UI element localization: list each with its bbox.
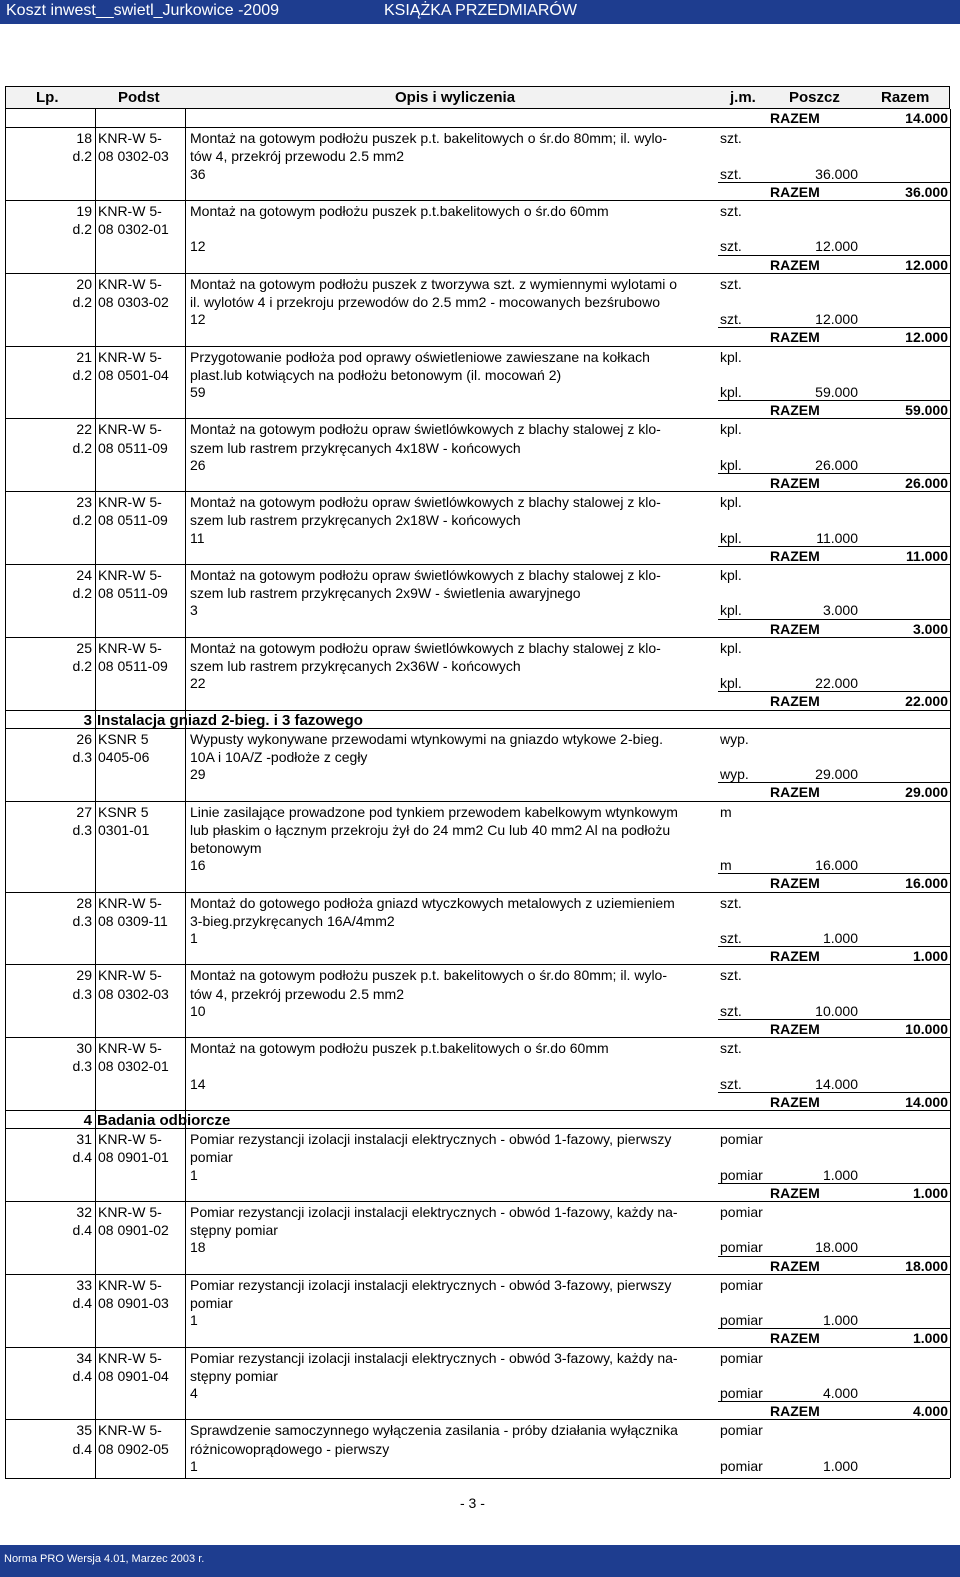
quantity-value: 29.000 <box>815 766 858 783</box>
quantity-value: 4.000 <box>822 1385 858 1401</box>
norm-code-2: 08 0511-09 <box>98 512 168 529</box>
unit: pomiar <box>720 1349 763 1366</box>
quantity-formula: 29 <box>190 766 206 783</box>
razem-value: 22.000 <box>905 693 948 710</box>
quantity-formula: 22 <box>190 675 206 692</box>
row-divider <box>718 1328 950 1329</box>
norm-code: KNR-W 5- <box>98 1422 162 1439</box>
column-divider <box>95 109 96 1478</box>
razem-value: 1.000 <box>912 948 948 965</box>
row-divider <box>718 327 950 328</box>
quantity-unit: szt. <box>720 1075 742 1092</box>
razem-value: 4.000 <box>912 1403 948 1420</box>
item-section: d.2 <box>72 294 92 310</box>
column-divider <box>950 109 951 1478</box>
row-divider <box>5 273 950 274</box>
item-section: d.2 <box>72 439 92 456</box>
razem-value: 16.000 <box>905 875 948 892</box>
description-line: Pomiar rezystancji izolacji instalacji elektrycznych - obwód 3-fazowy, każdy na- <box>190 1349 678 1366</box>
row-divider <box>5 1037 950 1038</box>
description-line: Przygotowanie podłoża pod oprawy oświetleniowe zawieszane na kołkach <box>190 348 650 365</box>
item-section: d.4 <box>72 1440 92 1457</box>
razem-label: RAZEM <box>770 1330 820 1347</box>
razem-label: RAZEM <box>770 620 820 637</box>
quantity-formula: 10 <box>190 1002 206 1019</box>
norm-code: KSNR 5 <box>98 730 149 747</box>
item-number: 23 <box>76 494 92 511</box>
unit: szt. <box>720 894 742 911</box>
quantity-formula: 26 <box>190 456 206 473</box>
item-number: 20 <box>76 275 92 292</box>
row-divider <box>5 637 950 638</box>
quantity-value: 22.000 <box>815 675 858 692</box>
norm-code-2: 08 0902-05 <box>98 1440 169 1457</box>
unit: szt. <box>720 1040 742 1057</box>
unit: kpl. <box>720 567 742 583</box>
row-divider <box>718 546 950 547</box>
norm-code-2: 08 0302-01 <box>98 1058 169 1075</box>
description-line: pomiar <box>190 1295 233 1311</box>
description-line: stępny pomiar <box>190 1222 278 1239</box>
row-divider <box>5 801 950 802</box>
description-line: różnicowoprądowego - pierwszy <box>190 1440 390 1457</box>
norm-code-2: 08 0901-04 <box>98 1367 169 1384</box>
razem-value: 59.000 <box>905 402 948 419</box>
razem-label: RAZEM <box>770 784 820 801</box>
item-section: d.2 <box>72 221 92 238</box>
norm-code: KNR-W 5- <box>98 348 162 365</box>
row-divider <box>5 1478 950 1479</box>
norm-code-2: 08 0303-02 <box>98 294 169 310</box>
description-line: Pomiar rezystancji izolacji instalacji elektrycznych - obwód 1-fazowy, każdy na- <box>190 1204 678 1220</box>
item-section: d.2 <box>72 658 92 674</box>
item-section: d.3 <box>72 1058 92 1075</box>
row-divider <box>5 564 950 565</box>
row-divider <box>718 1256 950 1257</box>
item-number: 18 <box>76 130 92 147</box>
quantity-unit: szt. <box>720 311 742 328</box>
unit: szt. <box>720 275 742 292</box>
description-line: betonowym <box>190 840 262 856</box>
row-divider <box>718 873 950 874</box>
description-line: Linie zasilające prowadzone pod tynkiem przewodem kabelkowym wtynkowym <box>190 803 678 820</box>
quantity-unit: kpl. <box>720 602 742 619</box>
description-line: Montaż na gotowym podłożu puszek p.t. bakelitowych o śr.do 80mm; il. wylo- <box>190 967 667 984</box>
description-line: Montaż na gotowym podłożu puszek p.t.bakelitowych o śr.do 60mm <box>190 203 609 219</box>
item-section: d.4 <box>72 1367 92 1384</box>
norm-code-2: 08 0901-02 <box>98 1222 169 1239</box>
quantity-formula: 36 <box>190 165 206 182</box>
item-section: d.4 <box>72 1222 92 1239</box>
row-divider <box>718 1401 950 1402</box>
description-line: Montaż na gotowym podłożu opraw świetlówkowych z blachy stalowej z klo- <box>190 421 661 438</box>
unit: pomiar <box>720 1131 763 1148</box>
row-divider <box>5 710 950 711</box>
unit: m <box>720 803 732 820</box>
norm-code-2: 08 0511-09 <box>98 658 168 674</box>
description-line: Sprawdzenie samoczynnego wyłączenia zasilania - próby działania wyłącznika <box>190 1422 678 1439</box>
description-line: 10A i 10A/Z -podłoże z cegły <box>190 749 368 765</box>
norm-code-2: 0301-01 <box>98 821 150 838</box>
row-divider <box>5 127 950 128</box>
razem-value: 18.000 <box>905 1257 948 1274</box>
quantity-value: 1.000 <box>822 930 858 946</box>
norm-code: KNR-W 5- <box>98 130 162 147</box>
quantity-formula: 12 <box>190 311 206 328</box>
description-line: Montaż na gotowym podłożu opraw świetlówkowych z blachy stalowej z klo- <box>190 567 661 583</box>
quantity-unit: szt. <box>720 165 742 182</box>
unit: szt. <box>720 203 742 219</box>
description-line: Wypusty wykonywane przewodami wtynkowymi na gniazdo wtykowe 2-bieg. <box>190 730 663 747</box>
row-divider <box>5 1347 950 1348</box>
quantity-value: 1.000 <box>822 1312 858 1329</box>
row-divider <box>5 892 950 893</box>
description-line: szem lub rastrem przykręcanych 2x36W - końcowych <box>190 658 521 674</box>
razem-value: 29.000 <box>905 784 948 801</box>
quantity-unit: kpl. <box>720 529 742 546</box>
item-number: 35 <box>76 1422 92 1439</box>
norm-code: KNR-W 5- <box>98 1276 162 1293</box>
razem-label: RAZEM <box>770 1403 820 1420</box>
row-divider <box>5 964 950 965</box>
norm-code: KNR-W 5- <box>98 1131 162 1148</box>
unit: wyp. <box>720 730 749 747</box>
quantity-unit: szt. <box>720 930 742 946</box>
quantity-value: 36.000 <box>815 165 858 182</box>
quantity-formula: 14 <box>190 1075 206 1092</box>
description-line: pomiar <box>190 1149 233 1166</box>
norm-code-2: 08 0901-01 <box>98 1149 169 1166</box>
quantity-formula: 4 <box>190 1385 198 1401</box>
row-divider <box>5 1128 950 1129</box>
quantity-value: 12.000 <box>815 238 858 255</box>
description-line: plast.lub kotwiących na podłożu betonowym (il. mocowań 2) <box>190 366 562 383</box>
description-line: szem lub rastrem przykręcanych 2x18W - końcowych <box>190 512 521 529</box>
unit: szt. <box>720 130 742 147</box>
quantity-value: 59.000 <box>815 384 858 400</box>
item-number: 29 <box>76 967 92 984</box>
header-lp: Lp. <box>36 89 59 106</box>
razem-value: 1.000 <box>912 1184 948 1201</box>
unit: pomiar <box>720 1422 763 1439</box>
description-line: Pomiar rezystancji izolacji instalacji elektrycznych - obwód 3-fazowy, pierwszy <box>190 1276 672 1293</box>
razem-label: RAZEM <box>770 402 820 419</box>
table-header <box>5 86 950 109</box>
quantity-unit: kpl. <box>720 675 742 692</box>
description-line: Montaż na gotowym podłożu puszek p.t. bakelitowych o śr.do 80mm; il. wylo- <box>190 130 667 147</box>
row-divider <box>718 619 950 620</box>
row-divider <box>718 182 950 183</box>
norm-code-2: 08 0901-03 <box>98 1295 169 1311</box>
norm-code-2: 08 0511-09 <box>98 439 168 456</box>
footer-bar <box>0 1545 960 1577</box>
quantity-formula: 16 <box>190 857 206 874</box>
row-divider <box>5 728 950 729</box>
description-line: szem lub rastrem przykręcanych 2x9W - świetlenia awaryjnego <box>190 585 581 602</box>
razem-label: RAZEM <box>770 329 820 346</box>
razem-value: 10.000 <box>905 1021 948 1037</box>
quantity-formula: 3 <box>190 602 198 619</box>
section-title: Badania odbiorcze <box>97 1112 231 1129</box>
description-line: szem lub rastrem przykręcanych 4x18W - końcowych <box>190 439 521 456</box>
quantity-formula: 18 <box>190 1239 206 1256</box>
razem-value: 11.000 <box>905 547 948 564</box>
row-divider <box>718 473 950 474</box>
section-title: Instalacja gniazd 2-bieg. i 3 fazowego <box>97 711 363 729</box>
item-number: 27 <box>76 803 92 820</box>
item-section: d.2 <box>72 366 92 383</box>
quantity-value: 1.000 <box>822 1166 858 1183</box>
description-line: il. wylotów 4 i przekroju przewodów do 2.5 mm2 - mocowanych bezśrubowo <box>190 294 660 310</box>
quantity-unit: wyp. <box>720 766 749 783</box>
row-divider <box>718 1019 950 1020</box>
quantity-formula: 12 <box>190 238 206 255</box>
row-divider <box>718 1092 950 1093</box>
norm-code: KNR-W 5- <box>98 1040 162 1057</box>
item-number: 34 <box>76 1349 92 1366</box>
quantity-formula: 1 <box>190 930 198 946</box>
header-razem: Razem <box>881 89 930 106</box>
unit: kpl. <box>720 639 742 656</box>
razem-label: RAZEM <box>770 948 820 965</box>
row-divider <box>5 1419 950 1420</box>
item-section: d.4 <box>72 1149 92 1166</box>
razem-value: 14.000 <box>905 1093 948 1110</box>
description-line: tów 4, przekrój przewodu 2.5 mm2 <box>190 985 404 1002</box>
quantity-unit: szt. <box>720 1002 742 1019</box>
row-divider <box>5 1201 950 1202</box>
quantity-unit: m <box>720 857 732 874</box>
norm-code: KNR-W 5- <box>98 567 162 583</box>
header-poszcz: Poszcz <box>789 89 840 106</box>
item-number: 19 <box>76 203 92 219</box>
item-number: 22 <box>76 421 92 438</box>
header-opis: Opis i wyliczenia <box>395 89 516 106</box>
quantity-formula: 1 <box>190 1457 198 1474</box>
column-divider <box>185 109 186 1478</box>
item-section: d.2 <box>72 148 92 165</box>
quantity-value: 3.000 <box>822 602 858 619</box>
razem-label: RAZEM <box>770 256 820 273</box>
unit: kpl. <box>720 494 742 511</box>
row-divider <box>718 691 950 692</box>
header-jm: j.m. <box>730 89 756 106</box>
quantity-value: 11.000 <box>816 529 858 546</box>
norm-code-2: 08 0511-09 <box>98 585 168 602</box>
item-number: 31 <box>76 1131 92 1148</box>
norm-code: KNR-W 5- <box>98 967 162 984</box>
norm-code: KNR-W 5- <box>98 494 162 511</box>
row-divider <box>5 346 950 347</box>
norm-code: KSNR 5 <box>98 803 149 820</box>
quantity-unit: kpl. <box>720 456 742 473</box>
row-divider <box>718 946 950 947</box>
norm-code: KNR-W 5- <box>98 203 162 219</box>
page-number: - 3 - <box>460 1495 485 1511</box>
row-divider <box>718 255 950 256</box>
razem-value: 1.000 <box>912 1330 948 1347</box>
column-divider <box>5 109 6 1478</box>
description-line: Montaż na gotowym podłożu opraw świetlówkowych z blachy stalowej z klo- <box>190 494 661 511</box>
quantity-unit: pomiar <box>720 1312 763 1329</box>
quantity-unit: szt. <box>720 238 742 255</box>
norm-code-2: 08 0302-03 <box>98 985 169 1002</box>
quantity-formula: 1 <box>190 1166 198 1183</box>
norm-code-2: 08 0309-11 <box>98 912 168 929</box>
description-line: Pomiar rezystancji izolacji instalacji elektrycznych - obwód 1-fazowy, pierwszy <box>190 1131 672 1148</box>
section-number: 3 <box>83 711 92 729</box>
quantity-value: 14.000 <box>815 1075 858 1092</box>
unit: kpl. <box>720 421 742 438</box>
row-divider <box>5 1274 950 1275</box>
razem-label: RAZEM <box>770 475 820 491</box>
row-divider <box>718 782 950 783</box>
razem-label: RAZEM <box>770 183 820 200</box>
footer-text: Norma PRO Wersja 4.01, Marzec 2003 r. <box>4 1553 205 1565</box>
razem-value: 36.000 <box>905 183 948 200</box>
item-section: d.3 <box>72 985 92 1002</box>
item-section: d.4 <box>72 1295 92 1311</box>
quantity-formula: 59 <box>190 384 206 400</box>
title-bar <box>0 0 960 24</box>
quantity-value: 10.000 <box>815 1002 858 1019</box>
row-divider <box>5 1110 950 1111</box>
document-heading: KSIĄŻKA PRZEDMIARÓW <box>384 2 577 19</box>
row-divider <box>5 200 950 201</box>
item-section: d.3 <box>72 749 92 765</box>
quantity-value: 1.000 <box>822 1457 858 1474</box>
description-line: Montaż na gotowym podłożu puszek z tworzywa szt. z wymiennymi wylotami o <box>190 275 678 292</box>
description-line: lub płaskim o łącznym przekroju żył do 24 mm2 Cu lub 40 mm2 Al na podłożu <box>190 821 671 838</box>
unit: kpl. <box>720 348 742 365</box>
item-number: 33 <box>76 1276 92 1293</box>
quantity-value: 16.000 <box>815 857 858 874</box>
description-line: Montaż na gotowym podłożu puszek p.t.bakelitowych o śr.do 60mm <box>190 1040 609 1057</box>
quantity-unit: pomiar <box>720 1457 763 1474</box>
item-number: 25 <box>76 639 92 656</box>
description-line: Montaż na gotowym podłożu opraw świetlówkowych z blachy stalowej z klo- <box>190 639 661 656</box>
quantity-formula: 11 <box>190 529 205 546</box>
section-number: 4 <box>83 1112 92 1129</box>
description-line: 3-bieg.przykręcanych 16A/4mm2 <box>190 912 395 929</box>
norm-code-2: 08 0302-01 <box>98 221 169 238</box>
razem-label: RAZEM <box>770 1184 820 1201</box>
norm-code: KNR-W 5- <box>98 1349 162 1366</box>
item-number: 24 <box>76 567 92 583</box>
razem-value: 12.000 <box>905 256 948 273</box>
unit: pomiar <box>720 1204 763 1220</box>
item-section: d.3 <box>72 821 92 838</box>
norm-code: KNR-W 5- <box>98 894 162 911</box>
norm-code: KNR-W 5- <box>98 639 162 656</box>
razem-value: 14.000 <box>905 110 948 126</box>
quantity-unit: pomiar <box>720 1385 763 1401</box>
item-section: d.2 <box>72 585 92 602</box>
norm-code: KNR-W 5- <box>98 421 162 438</box>
quantity-value: 12.000 <box>815 311 858 328</box>
quantity-value: 18.000 <box>815 1239 858 1256</box>
razem-value: 3.000 <box>912 620 948 637</box>
document-title: Koszt inwest__swietl_Jurkowice -2009 <box>6 2 280 19</box>
row-divider <box>718 400 950 401</box>
quantity-formula: 1 <box>190 1312 198 1329</box>
row-divider <box>718 1183 950 1184</box>
razem-value: 26.000 <box>905 475 948 491</box>
description-line: Montaż do gotowego podłoża gniazd wtyczkowych metalowych z uziemieniem <box>190 894 675 911</box>
quantity-unit: kpl. <box>720 384 742 400</box>
row-divider <box>5 491 950 492</box>
item-section: d.2 <box>72 512 92 529</box>
razem-label: RAZEM <box>770 1021 820 1037</box>
norm-code-2: 0405-06 <box>98 749 150 765</box>
razem-label: RAZEM <box>770 875 820 892</box>
norm-code-2: 08 0501-04 <box>98 366 169 383</box>
unit: szt. <box>720 967 742 984</box>
item-number: 28 <box>76 894 92 911</box>
norm-code-2: 08 0302-03 <box>98 148 169 165</box>
razem-label: RAZEM <box>770 693 820 710</box>
norm-code: KNR-W 5- <box>98 275 162 292</box>
unit: pomiar <box>720 1276 763 1293</box>
item-number: 26 <box>76 730 92 747</box>
item-section: d.3 <box>72 912 92 929</box>
item-number: 21 <box>76 348 92 365</box>
description-line: tów 4, przekrój przewodu 2.5 mm2 <box>190 148 404 165</box>
razem-label: RAZEM <box>770 547 820 564</box>
row-divider <box>5 418 950 419</box>
norm-code: KNR-W 5- <box>98 1204 162 1220</box>
description-line: stępny pomiar <box>190 1367 278 1384</box>
item-number: 30 <box>76 1040 92 1057</box>
razem-label: RAZEM <box>770 1093 820 1110</box>
quantity-value: 26.000 <box>815 456 858 473</box>
header-podst: Podst <box>118 89 160 106</box>
razem-label: RAZEM <box>770 110 820 126</box>
razem-value: 12.000 <box>905 329 948 346</box>
razem-label: RAZEM <box>770 1257 820 1274</box>
quantity-unit: pomiar <box>720 1166 763 1183</box>
quantity-unit: pomiar <box>720 1239 763 1256</box>
item-number: 32 <box>76 1204 92 1220</box>
